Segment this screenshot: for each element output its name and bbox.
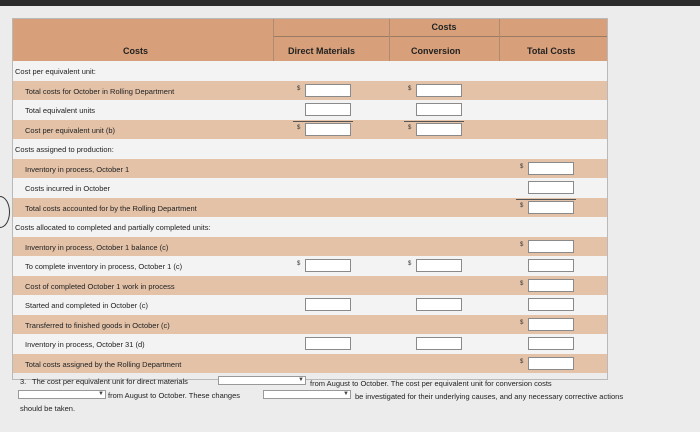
question-text-3: from August to October. These changes (108, 391, 241, 400)
table-row (13, 100, 607, 120)
direct-materials-input[interactable] (305, 123, 351, 136)
row-label: Total costs for October in Rolling Department (25, 86, 175, 96)
table-row (13, 217, 607, 237)
table-row (13, 256, 607, 276)
question-text-4: be investigated for their underlying causes, and any necessary corrective actions (355, 392, 624, 401)
table-row (13, 81, 607, 101)
total-costs-input[interactable] (528, 259, 574, 272)
row-label: To complete inventory in process, October 1 (c) (25, 262, 183, 271)
chevron-down-icon: ▼ (298, 377, 304, 383)
row-label: Cost per equivalent unit (b) (25, 125, 116, 135)
worksheet (0, 6, 700, 432)
table-row (13, 159, 607, 179)
total-costs-input[interactable] (528, 240, 574, 253)
table-row (13, 334, 607, 354)
currency-symbol: $ (520, 163, 524, 170)
direct-materials-input[interactable] (305, 259, 351, 272)
currency-symbol: $ (297, 85, 301, 92)
conversion-change-dropdown[interactable] (18, 390, 106, 399)
row-label: Started and completed in October (c) (25, 301, 148, 310)
currency-symbol: $ (297, 261, 301, 267)
currency-symbol: $ (408, 85, 412, 92)
sum-underline (516, 199, 576, 200)
currency-symbol: $ (408, 124, 412, 131)
header-total-costs: Total Costs (527, 46, 576, 56)
conversion-input[interactable] (416, 337, 462, 350)
table-row (13, 276, 607, 296)
total-costs-input[interactable] (528, 279, 574, 292)
should-dropdown[interactable] (263, 390, 351, 399)
decorative-circle (0, 196, 10, 228)
total-costs-input[interactable] (528, 298, 574, 311)
row-label: Costs incurred in October (25, 184, 111, 193)
header-direct-materials: Direct Materials (288, 46, 356, 56)
conversion-input[interactable] (416, 259, 462, 272)
direct-materials-input[interactable] (305, 103, 351, 116)
direct-materials-input[interactable] (305, 84, 351, 97)
currency-symbol: $ (520, 358, 524, 365)
row-label: Costs allocated to completed and partially completed units: (15, 223, 211, 232)
row-label: Total equivalent units (25, 106, 96, 115)
table-row (13, 139, 607, 159)
total-costs-input[interactable] (528, 162, 574, 175)
dm-change-dropdown[interactable] (218, 376, 306, 385)
row-label: Cost of completed October 1 work in process (25, 281, 175, 291)
direct-materials-input[interactable] (305, 337, 351, 350)
total-costs-input[interactable] (528, 201, 574, 214)
table-row (13, 354, 607, 374)
row-label: Inventory in process, October 1 (25, 164, 130, 174)
row-label: Total costs assigned by the Rolling Department (25, 359, 182, 369)
table-row (13, 315, 607, 335)
header-conversion: Conversion (411, 46, 461, 56)
currency-symbol: $ (520, 202, 524, 209)
row-label: Total costs accounted for by the Rolling Department (25, 203, 197, 213)
sum-underline (293, 121, 353, 122)
row-label: Cost per equivalent unit: (15, 67, 96, 76)
conversion-input[interactable] (416, 123, 462, 136)
table-row (13, 295, 607, 315)
total-costs-input[interactable] (528, 181, 574, 194)
header-vline (389, 19, 390, 61)
conversion-input[interactable] (416, 103, 462, 116)
total-costs-input[interactable] (528, 318, 574, 331)
header-vline (273, 19, 274, 61)
currency-symbol: $ (520, 280, 524, 287)
header-divider (273, 36, 607, 37)
chevron-down-icon: ▼ (343, 391, 349, 397)
question-text-2: from August to October. The cost per equivalent unit for conversion costs (310, 379, 552, 388)
direct-materials-input[interactable] (305, 298, 351, 311)
header-vline (499, 19, 500, 61)
conversion-input[interactable] (416, 298, 462, 311)
row-label: Inventory in process, October 1 balance (c) (25, 242, 169, 252)
chevron-down-icon: ▼ (98, 391, 104, 397)
currency-symbol: $ (297, 124, 301, 131)
question-text-1: The cost per equivalent unit for direct materials (32, 377, 188, 386)
row-label: Inventory in process, October 31 (d) (25, 340, 145, 349)
table-row (13, 178, 607, 198)
table-row (13, 61, 607, 81)
table-row (13, 237, 607, 257)
table-header (13, 19, 607, 61)
row-label: Costs assigned to production: (15, 145, 114, 154)
conversion-input[interactable] (416, 84, 462, 97)
total-costs-input[interactable] (528, 357, 574, 370)
row-label: Transferred to finished goods in October (c) (25, 320, 170, 330)
currency-symbol: $ (520, 319, 524, 326)
table-row (13, 120, 607, 140)
question-number: 3. (20, 377, 27, 386)
table-row (13, 198, 607, 218)
cost-table (12, 18, 608, 380)
header-group-costs: Costs (431, 22, 457, 32)
currency-symbol: $ (408, 261, 412, 267)
currency-symbol: $ (520, 241, 524, 248)
total-costs-input[interactable] (528, 337, 574, 350)
header-costs: Costs (123, 46, 149, 56)
question-text-5: should be taken. (20, 404, 76, 413)
sum-underline (404, 121, 464, 122)
